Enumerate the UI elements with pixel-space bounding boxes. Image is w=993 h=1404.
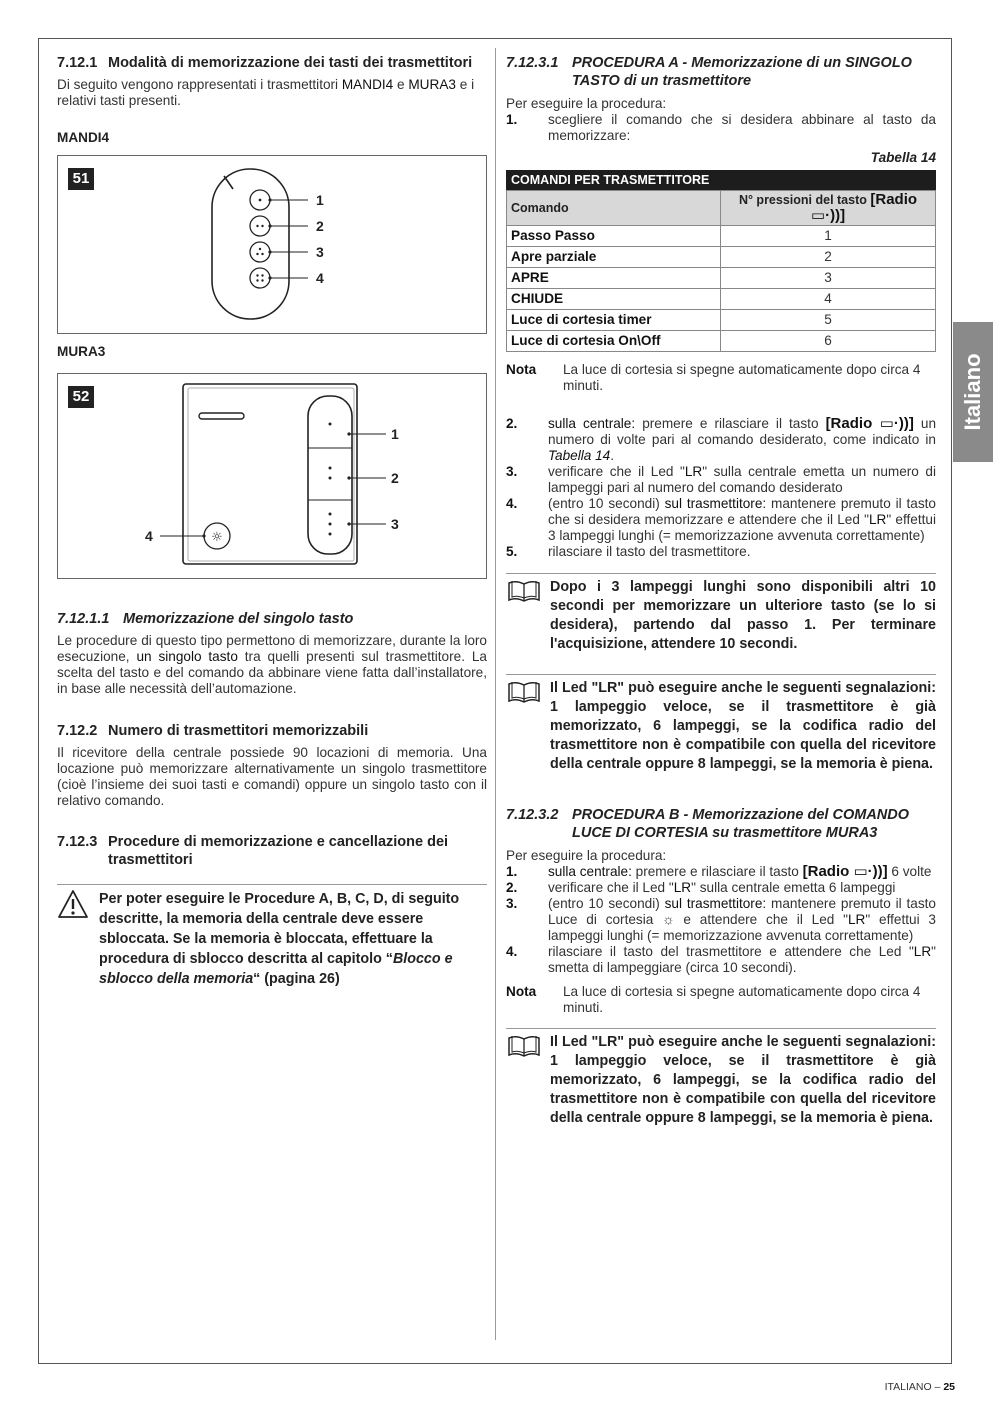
warning-triangle-icon — [57, 889, 89, 989]
section-heading — [57, 833, 487, 869]
intro-paragraph: Di seguito vengono rappresentati i trasmettitori MANDI4 e MURA3 e i relativi tasti presenti. — [57, 77, 475, 108]
section-number: 7.12.2 — [57, 723, 98, 739]
section-title: Memorizzazione del singolo tasto — [123, 611, 354, 627]
column-divider — [495, 48, 496, 1340]
svg-text:3: 3 — [391, 516, 399, 532]
svg-text:4: 4 — [145, 528, 153, 544]
warning-note — [57, 884, 487, 989]
mura3-wall-transmitter-drawing — [58, 374, 486, 578]
section-number: 7.12.3.2 — [506, 807, 559, 823]
section-title: Procedure di memorizzazione e cancellazione dei trasmettitori — [108, 834, 449, 868]
info-note-text: Il Led "LR" può eseguire anche le seguenti segnalazioni: 1 lampeggio veloce, se il trasmettitore è già memorizzato, 6 lampeggi, se la codifica radio del trasmettitore non è compatibile con quella del ricevitore della centrale oppure 8 lampeggi, se la memoria è piena. — [550, 1034, 936, 1126]
procedure-step: 5. rilasciare il tasto del trasmettitore. — [506, 544, 751, 559]
svg-text:4: 4 — [316, 270, 324, 286]
warning-text: Per poter eseguire le Procedure A, B, C, D, di seguito descritte, la memoria della centrale deve essere sbloccata. Se la memoria è bloccata, effettuare la procedura di sblocco descritta al capitolo “Blocco e sblocco della memoria“ (pagina 26) — [99, 891, 460, 987]
mandi4-remote-drawing — [58, 156, 486, 333]
left-column — [57, 48, 487, 989]
procedure-step: 1. scegliere il comando che si desidera abbinare al tasto da memorizzare: — [506, 112, 936, 143]
svg-text:2: 2 — [391, 470, 399, 486]
info-note — [506, 1028, 936, 1128]
page-footer — [885, 1381, 955, 1393]
procedure-step: 1. sulla centrale: premere e rilasciare il tasto [Radio ▭·))] 6 volte — [506, 863, 932, 880]
section-number: 7.12.1.1 — [57, 611, 110, 627]
procedure-step: 2. sulla centrale: premere e rilasciare il tasto [Radio ▭·))] un numero di volte pari al comando desiderato, come indicato in Tabella 14. — [506, 415, 937, 463]
section-paragraph: Il ricevitore della centrale possiede 90 locazioni di memoria. Una locazione può memorizzare alternativamente un singolo trasmettitore (cioè l’insieme dei suoi tasti e comandi) oppure un singolo tasto con il relativo comando. — [57, 745, 487, 808]
svg-text:2: 2 — [316, 218, 324, 234]
section-heading — [57, 722, 487, 740]
table-row: APRE 3 — [507, 268, 936, 289]
svg-text:☼: ☼ — [211, 530, 223, 545]
section-number: 7.12.1 — [57, 55, 98, 71]
footer-language: ITALIANO – — [884, 1381, 944, 1393]
section-title: Numero di trasmettitori memorizzabili — [108, 723, 369, 739]
language-side-tab — [953, 322, 993, 462]
section-number: 7.12.3.1 — [506, 55, 559, 71]
commands-table — [506, 170, 936, 352]
book-icon — [506, 1033, 542, 1128]
section-title: Modalità di memorizzazione dei tasti dei trasmettitori — [108, 55, 473, 71]
table-row: Luce di cortesia timer 5 — [507, 310, 936, 331]
table-header-cell: N° pressioni del tasto [Radio ▭·))] — [721, 191, 936, 226]
table-row: Apre parziale 2 — [507, 247, 936, 268]
procedure-step: 3. (entro 10 secondi) sul trasmettitore: mantenere premuto il tasto Luce di cortesia ☼ e attendere che il Led "LR" effettui 3 lampeggi lunghi (= memorizzazione avvenuta correttamente) — [506, 896, 936, 943]
section-heading — [506, 806, 936, 842]
table-title: COMANDI PER TRASMETTITORE — [506, 170, 936, 190]
info-note-text: Dopo i 3 lampeggi lunghi sono disponibili altri 10 secondi per memorizzare un ulteriore tasto (se lo si desidera), partendo dal passo 1. Per terminare l'acquisizione, attendere 10 secondi. — [550, 579, 936, 652]
info-note — [506, 674, 936, 774]
svg-text:1: 1 — [316, 192, 324, 208]
table-header-row — [507, 191, 936, 226]
table-row: CHIUDE 4 — [507, 289, 936, 310]
figure-number: 52 — [68, 386, 94, 408]
info-note — [506, 573, 936, 654]
book-icon — [506, 578, 542, 654]
book-icon — [506, 679, 542, 774]
section-heading — [57, 54, 487, 72]
section-heading — [57, 610, 487, 628]
note: Nota La luce di cortesia si spegne automaticamente dopo circa 4 minuti. — [506, 984, 921, 1015]
figure-51 — [57, 155, 487, 334]
section-heading — [506, 54, 936, 90]
procedure-step: 3. verificare che il Led "LR" sulla centrale emetta un numero di lampeggi pari al numero del comando desiderato — [506, 464, 936, 495]
table-caption: Tabella 14 — [870, 150, 936, 165]
table-row: Luce di cortesia On\Off 6 — [507, 331, 936, 352]
svg-text:1: 1 — [391, 426, 399, 442]
side-tab-label: Italiano — [960, 353, 985, 431]
section-paragraph: Le procedure di questo tipo permettono di memorizzare, durante la loro esecuzione, un singolo tasto tra quelli presenti sul trasmettitore. La scelta del tasto e del comando da abbinare viene fatta dall’installatore, in base alle necessità dell’automazione. — [57, 633, 487, 696]
svg-text:3: 3 — [316, 244, 324, 260]
section-number: 7.12.3 — [57, 834, 98, 850]
mandi4-label: MANDI4 — [57, 130, 110, 145]
note: Nota La luce di cortesia si spegne automaticamente dopo circa 4 minuti. — [506, 362, 921, 393]
figure-number: 51 — [68, 168, 94, 190]
procedure-step: 4. rilasciare il tasto del trasmettitore e attendere che Led "LR" smetta di lampeggiare (circa 10 secondi). — [506, 944, 936, 975]
section-title: PROCEDURA A - Memorizzazione di un SINGOLO TASTO di un trasmettitore — [572, 55, 912, 89]
right-column — [506, 48, 936, 1128]
procedure-intro: Per eseguire la procedura: — [506, 848, 667, 863]
figure-52 — [57, 373, 487, 579]
page-number: 25 — [943, 1381, 955, 1393]
procedure-step: 2. verificare che il Led "LR" sulla centrale emetta 6 lampeggi — [506, 880, 896, 895]
info-note-text: Il Led "LR" può eseguire anche le seguenti segnalazioni: 1 lampeggio veloce, se il trasmettitore è già memorizzato, 6 lampeggi, se la codifica radio del trasmettitore non è compatibile con quella del ricevitore della centrale oppure 8 lampeggi, se la memoria è piena. — [550, 680, 936, 772]
section-title: PROCEDURA B - Memorizzazione del COMANDO LUCE DI CORTESIA su trasmettitore MURA3 — [572, 807, 910, 841]
mura3-label: MURA3 — [57, 344, 106, 359]
table-row: Passo Passo 1 — [507, 226, 936, 247]
procedure-intro: Per eseguire la procedura: — [506, 96, 667, 111]
table-header-cell: Comando — [507, 191, 721, 226]
procedure-step: 4. (entro 10 secondi) sul trasmettitore: mantenere premuto il tasto che si desidera memorizzare e attendere che il Led "LR" effettui 3 lampeggi lunghi (= memorizzazione avvenuta correttamente) — [506, 496, 936, 543]
